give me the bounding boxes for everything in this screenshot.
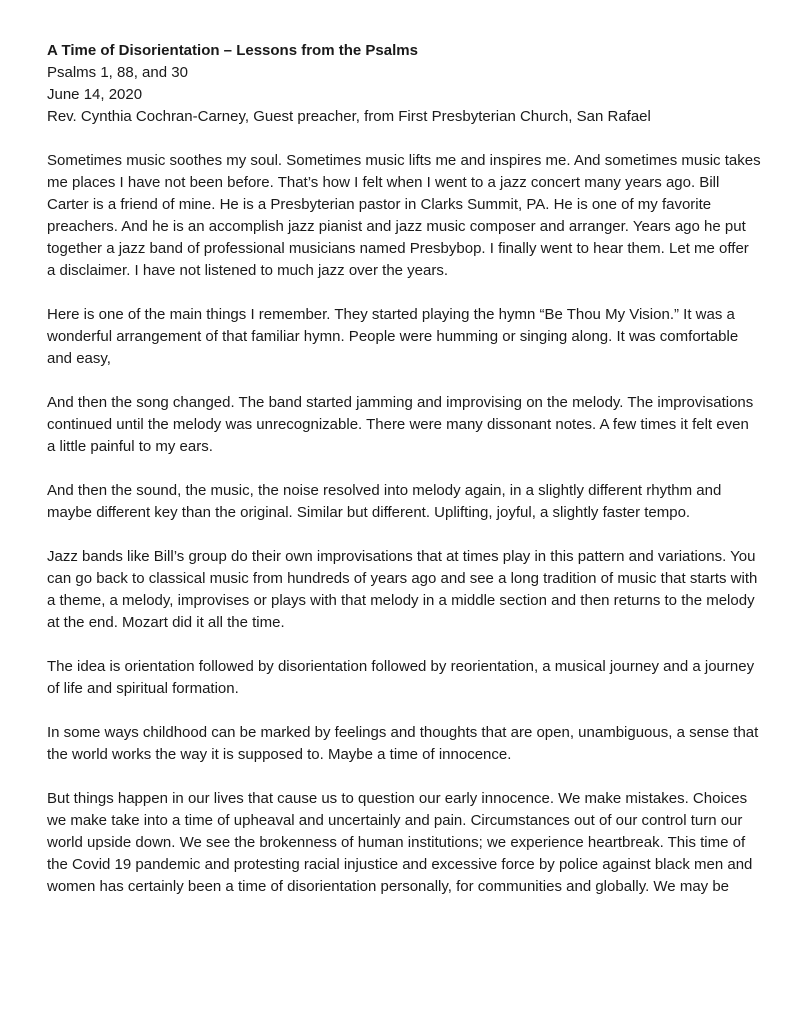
paragraph-childhood: In some ways childhood can be marked by feelings and thoughts that are open, unambiguous, a sense that the world works the way it is supposed to. Maybe a time of innocence. [47, 724, 759, 763]
paragraph-song-changed: And then the song changed. The band started jamming and improvising on the melody. The improvisations continued until the melody was unrecognizable. There were many dissonant notes. A few times it felt even a little painful to my ears. [47, 394, 754, 455]
paragraph-resolved: And then the sound, the music, the noise resolved into melody again, in a slightly different rhythm and maybe different key than the original. Similar but different. Uplifting, joyful, a slightly faster tempo. [47, 482, 722, 521]
document-header [47, 40, 761, 128]
paragraph-things-happen: But things happen in our lives that cause us to question our early innocence. We make mistakes. Choices we make take into a time of upheaval and uncertainly and pain. Circumstances out of our control turn our world upside down. We see the brokenness of human institutions; we experience heartbreak. This time of the Covid 19 pandemic and protesting racial injustice and excessive force by police against black men and women has certainly been a time of disorientation personally, for communities and globally. We may be [47, 790, 753, 895]
scripture-reference: Psalms 1, 88, and 30 [47, 64, 188, 81]
document-page [47, 40, 761, 920]
document-title: A Time of Disorientation – Lessons from the Psalms [47, 42, 418, 59]
paragraph-orientation-idea: The idea is orientation followed by disorientation followed by reorientation, a musical journey and a journey of life and spiritual formation. [47, 658, 755, 697]
paragraph-music-intro: Sometimes music soothes my soul. Sometimes music lifts me and inspires me. And sometimes music takes me places I have not been before. That’s how I felt when I went to a jazz concert many years ago. Bill Carter is a friend of mine. He is a Presbyterian pastor in Clarks Summit, PA. He is one of my favorite preachers. And he is an accomplish jazz pianist and jazz music composer and arranger. Years ago he put together a jazz band of professional musicians named Presbybop. I finally went to hear them. Let me offer a disclaimer. I have not listened to much jazz over the years. [47, 152, 761, 279]
sermon-date: June 14, 2020 [47, 86, 143, 103]
preacher-line: Rev. Cynthia Cochran-Carney, Guest preacher, from First Presbyterian Church, San Rafael [47, 108, 651, 125]
paragraph-hymn: Here is one of the main things I remember. They started playing the hymn “Be Thou My Vision.” It was a wonderful arrangement of that familiar hymn. People were humming or singing along. It was comfortable and easy, [47, 306, 739, 367]
paragraph-jazz-bands: Jazz bands like Bill’s group do their own improvisations that at times play in this pattern and variations. You can go back to classical music from hundreds of years ago and see a long tradition of music that starts with a theme, a melody, improvises or plays with that melody in a middle section and then returns to the melody at the end. Mozart did it all the time. [47, 548, 758, 631]
